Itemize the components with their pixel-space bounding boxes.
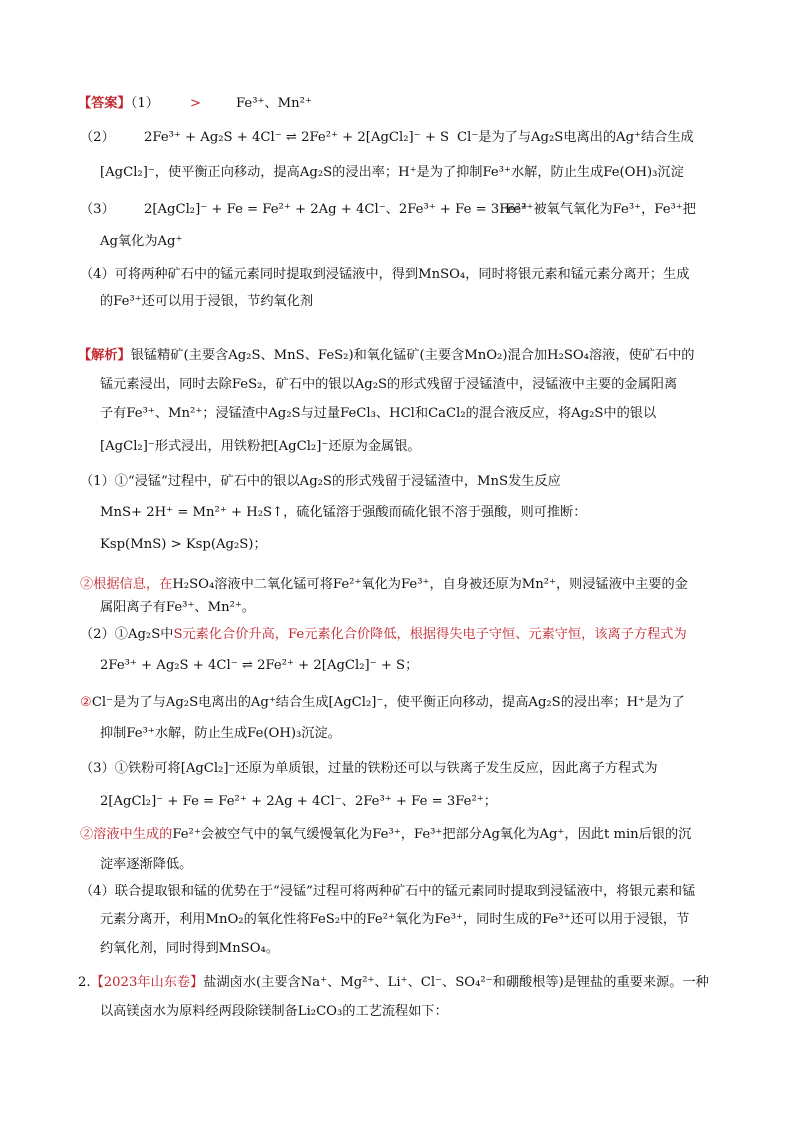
analysis-intro-1-text: 银锰精矿(主要含Ag₂S、MnS、FeS₂)和氧化锰矿(主要含MnO₂)混合加H₂SO₄溶液，使矿石中的	[130, 348, 695, 363]
answer-p2-equation: 2Fe³⁺ + Ag₂S + 4Cl⁻ ⇌ 2Fe²⁺ + 2[AgCl₂]⁻ + S	[144, 130, 450, 145]
answer-p4-text-a: （4）可将两种矿石中的锰元素同时提取到浸锰液中，得到MnSO₄，同时将银元素和锰元素分离开；生成	[80, 267, 690, 282]
analysis-intro-2: 锰元素浸出，同时去除FeS₂，矿石中的银以Ag₂S的形式残留于浸锰渣中，浸锰液中主要的金属阳离	[100, 377, 678, 392]
answer-p2-text-a: Cl⁻是为了与Ag₂S电离出的Ag⁺结合生成	[457, 130, 694, 145]
answer-label: 【答案】	[78, 96, 131, 111]
answer-p2-text-b: [AgCl₂]⁻，使平衡正向移动，提高Ag₂S的浸出率；H⁺是为了抑制Fe³⁺水解，防止生成Fe(OH)₃沉淀	[100, 165, 684, 180]
answer-p1-num: （1）	[130, 96, 159, 111]
analysis-label: 【解析】	[78, 348, 131, 363]
question-2-number: 2.	[78, 975, 91, 990]
analysis-intro-4: [AgCl₂]⁻形式浸出，用铁粉把[AgCl₂]⁻还原为金属银。	[100, 439, 421, 454]
question-2-text-1: 盐湖卤水(主要含Na⁺、Mg²⁺、Li⁺、Cl⁻、SO₄²⁻和硼酸根等)是锂盐的重要来源。一种	[203, 975, 709, 990]
answer-line-1	[78, 94, 159, 114]
analysis-q2-1-b: S元素化合价升高，Fe元素化合价降低，根据得失电子守恒、元素守恒，该离子方程式为	[173, 627, 687, 642]
analysis-q1-4-rest: H₂SO₄溶液中二氧化锰可将Fe²⁺氧化为Fe³⁺，自身被还原为Mn²⁺，则浸锰液中主要的金	[172, 577, 688, 592]
analysis-q3-3-red: ②溶液中生成的	[80, 827, 173, 842]
analysis-q3-1: （3）①铁粉可将[AgCl₂]⁻还原为单质银，过量的铁粉还可以与铁离子发生反应，因此离子方程式为	[80, 761, 658, 776]
answer-p1-ions: Fe³⁺、Mn²⁺	[236, 96, 312, 111]
answer-p3-equation: 2[AgCl₂]⁻ + Fe = Fe²⁺ + 2Ag + 4Cl⁻、2Fe³⁺ + Fe = 3Fe²⁺	[144, 202, 528, 217]
analysis-q1-1: （1）①“浸锰”过程中，矿石中的银以Ag₂S的形式残留于浸锰渣中，MnS发生反应	[80, 474, 561, 489]
analysis-q2-3	[80, 693, 685, 713]
analysis-q3-4: 淀率逐渐降低。	[100, 857, 193, 872]
analysis-q2-3-mark: ②	[80, 695, 92, 710]
analysis-q4-2: 元素分离开，利用MnO₂的氧化性将FeS₂中的Fe²⁺氧化为Fe³⁺，同时生成的Fe³⁺还可以用于浸银，节	[100, 912, 690, 927]
analysis-q3-2: 2[AgCl₂]⁻ + Fe = Fe²⁺ + 2Ag + 4Cl⁻、2Fe³⁺ + Fe = 3Fe²⁺；	[100, 794, 497, 809]
answer-p3-text-b: Ag氧化为Ag⁺	[100, 234, 183, 249]
analysis-q4-3: 约氧化剂，同时得到MnSO₄。	[100, 941, 280, 956]
analysis-q2-3-rest: Cl⁻是为了与Ag₂S电离出的Ag⁺结合生成[AgCl₂]⁻，使平衡正向移动，提高Ag₂S的浸出率；H⁺是为了	[91, 695, 685, 710]
analysis-q2-1-a: （2）①Ag₂S中	[80, 627, 174, 642]
analysis-q4-1: （4）联合提取银和锰的优势在于“浸锰”过程可将两种矿石中的锰元素同时提取到浸锰液中，将银元素和锰	[80, 884, 696, 899]
answer-p3-text-a: Fe²⁺被氧气氧化为Fe³⁺，Fe³⁺把	[505, 202, 696, 217]
analysis-intro-3: 子有Fe³⁺、Mn²⁺；浸锰渣中Ag₂S与过量FeCl₃、HCl和CaCl₂的混合液反应，将Ag₂S中的银以	[100, 406, 657, 421]
analysis-q2-1	[80, 625, 687, 645]
analysis-q1-5: 属阳离子有Fe³⁺、Mn²⁺。	[100, 600, 256, 615]
analysis-q1-4	[80, 575, 688, 595]
answer-p3-num: （3）	[80, 202, 115, 217]
analysis-intro-1	[78, 346, 694, 366]
analysis-q2-2: 2Fe³⁺ + Ag₂S + 4Cl⁻ ⇌ 2Fe²⁺ + 2[AgCl₂]⁻ + S；	[100, 658, 419, 673]
answer-p4-text-b: 的Fe³⁺还可以用于浸银，节约氧化剂	[100, 294, 314, 309]
analysis-q1-4-red: ②根据信息，在	[80, 577, 173, 592]
answer-p1-gt: >	[190, 96, 202, 111]
analysis-q1-3: Ksp(MnS) > Ksp(Ag₂S)；	[100, 537, 267, 552]
question-2-source: 【2023年山东卷】	[90, 975, 204, 990]
analysis-q3-3-rest: Fe²⁺会被空气中的氧气缓慢氧化为Fe³⁺，Fe³⁺把部分Ag氧化为Ag⁺，因此t min后银的沉	[172, 827, 692, 842]
analysis-q1-2: MnS+ 2H⁺ = Mn²⁺ + H₂S↑，硫化锰溶于强酸而硫化银不溶于强酸，则可推断：	[100, 505, 587, 520]
answer-p2-num: （2）	[80, 130, 115, 145]
analysis-q2-4: 抑制Fe³⁺水解，防止生成Fe(OH)₃沉淀。	[100, 726, 341, 741]
question-2-line-2: 以高镁卤水为原料经两段除镁制备Li₂CO₃的工艺流程如下：	[100, 1004, 448, 1019]
analysis-q3-3	[80, 825, 691, 845]
question-2-line-1	[78, 973, 709, 993]
